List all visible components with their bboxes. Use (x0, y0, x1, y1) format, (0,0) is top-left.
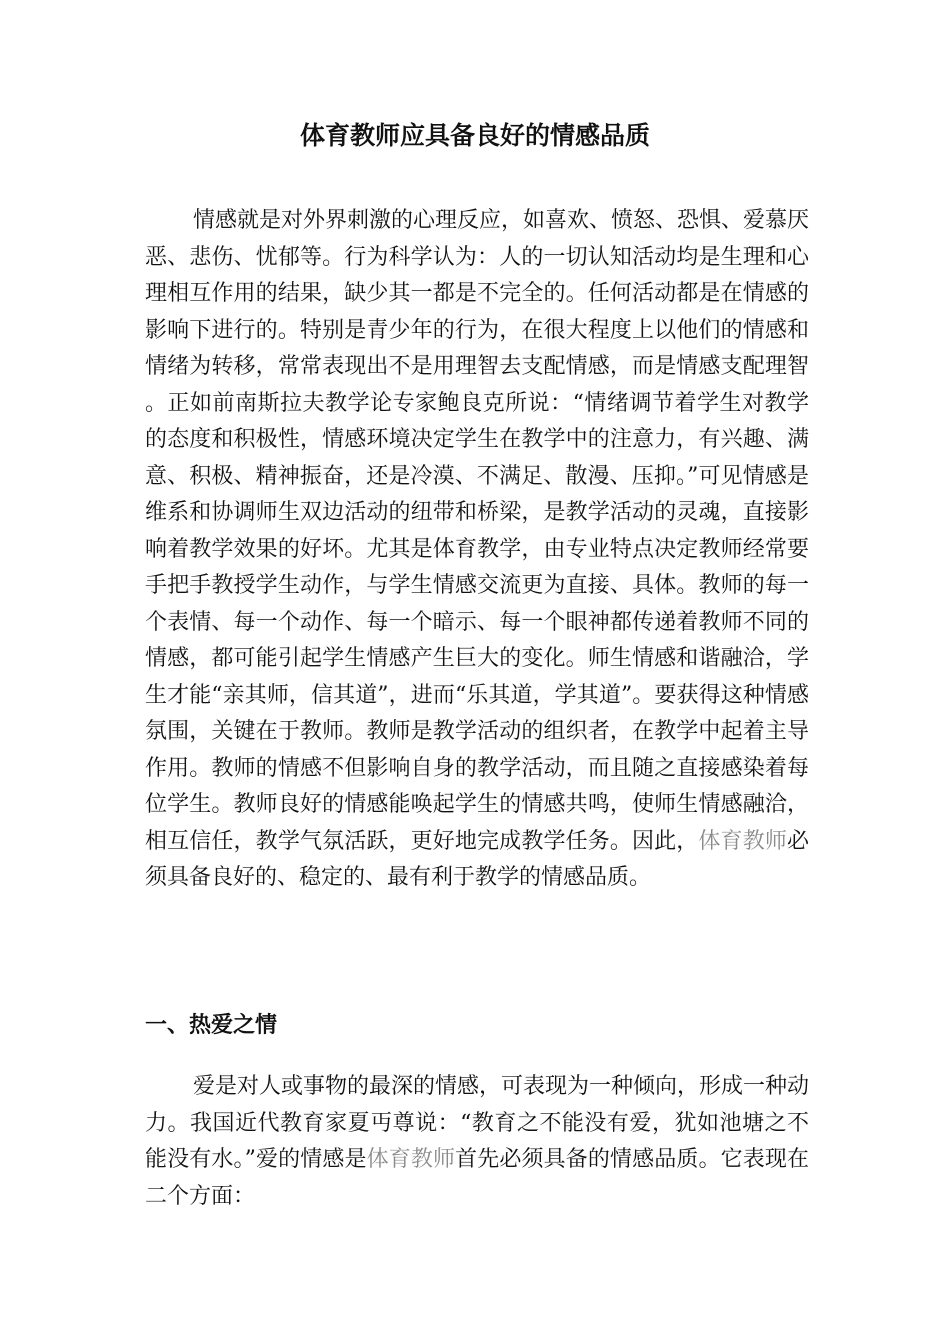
section1-paragraph-text-1: 爱是对人或事物的最深的情感，可表现为一种倾向，形成一种动力。我国近代教育家夏丏尊说：“教育之不能没有爱，犹如池塘之不能没有水。”爱的情感是 (145, 1074, 810, 1172)
section1-paragraph-text-2: 首先必须具备的情感品质。它表现在二个方面： (145, 1147, 809, 1209)
document-title: 体育教师应具备良好的情感品质 (299, 121, 650, 150)
intro-paragraph-text-2: 必须具备良好的、稳定的、最有利于教学的情感品质。 (145, 828, 809, 890)
intro-paragraph (145, 203, 809, 897)
section1-paragraph (145, 1069, 809, 1215)
section-heading-love: 一、热爱之情 (145, 1012, 278, 1038)
pe-teacher-link[interactable]: 体育教师 (366, 1147, 456, 1172)
pe-teacher-link[interactable]: 体育教师 (698, 828, 787, 854)
intro-paragraph-text-1: 情感就是对外界刺激的心理反应，如喜欢、愤怒、恐惧、爱慕厌恶、悲伤、忧郁等。行为科学认为：人的一切认知活动均是生理和心理相互作用的结果，缺少其一都是不完全的。任何活动都是在情感的影响下进行的。特别是青少年的行为，在很大程度上以他们的情感和情绪为转移，常常表现出不是用理智去支配情感，而是情感支配理智。正如前南斯拉夫教学论专家鲍良克所说：“情绪调节着学生对教学的态度和积极性，情感环境决定学生在教学中的注意力，有兴趣、满意、积极、精神振奋，还是冷漠、不满足、散漫、压抑。”可见情感是维系和协调师生双边活动的纽带和桥梁，是教学活动的灵魂，直接影响着教学效果的好坏。尤其是体育教学，由专业特点决定教师经常要手把手教授学生动作，与学生情感交流更为直接、具体。教师的每一个表情、每一个动作、每一个暗示、每一个眼神都传递着教师不同的情感，都可能引起学生情感产生巨大的变化。师生情感和谐融洽，学生才能“亲其师，信其道”，进而“乐其道，学其道”。要获得这种情感氛围，关键在于教师。教师是教学活动的组织者，在教学中起着主导作用。教师的情感不但影响自身的教学活动，而且随之直接感染着每位学生。教师良好的情感能唤起学生的情感共鸣，使师生情感融洽，相互信任，教学气氛活跃，更好地完成教学任务。因此， (145, 208, 810, 854)
